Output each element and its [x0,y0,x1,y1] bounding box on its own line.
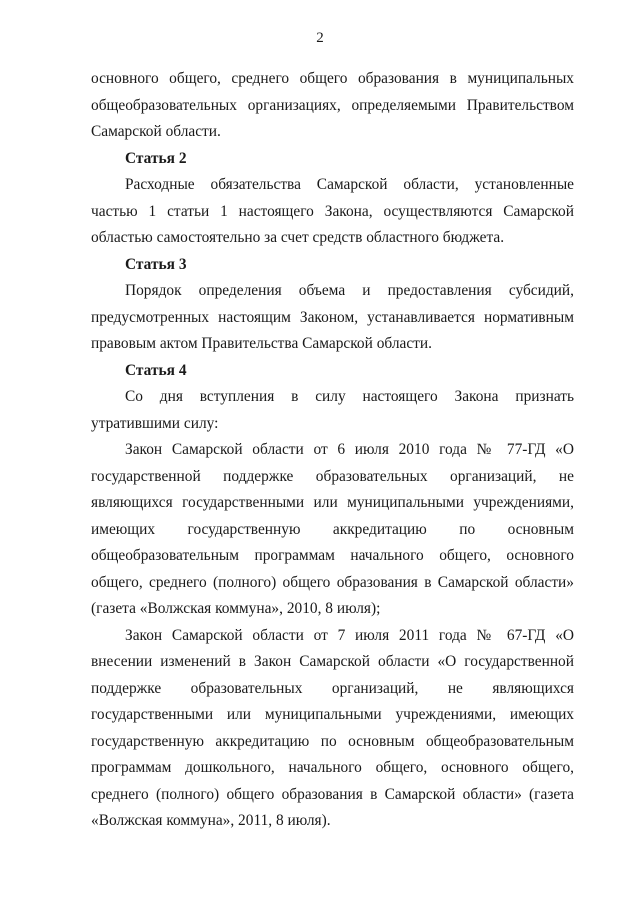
paragraph-repealed-law-2010: Закон Самарской области от 6 июля 2010 года № 77-ГД «О государственной поддержке образовательных организаций, не являющихся государственными или муниципальными учреждениями, имеющих государственную аккредитацию по основным общеобразовательным программам начального общего, основного общего, среднего (полного) общего образования в Самарской области» (газета «Волжская коммуна», 2010, 8 июля); [91,441,574,617]
paragraph-article-2: Расходные обязательства Самарской области, установленные частью 1 статьи 1 настоящего Закона, осуществляются Самарской областью самостоятельно за счет средств областного бюджета. [91,176,574,246]
paragraph-article-3: Порядок определения объема и предоставления субсидий, предусмотренных настоящим Законом, устанавливается нормативным правовым актом Правительства Самарской области. [91,282,574,352]
document-body [91,66,574,835]
article-3-heading: Статья 3 [125,255,187,273]
article-2-heading: Статья 2 [125,149,187,167]
paragraph-article-4-intro: Со дня вступления в силу настоящего Закона признать утратившими силу: [91,388,574,432]
paragraph-1: основного общего, среднего общего образования в муниципальных общеобразовательных организациях, определяемыми Правительством Самарской области. [91,70,574,140]
paragraph-repealed-law-2011: Закон Самарской области от 7 июля 2011 года № 67-ГД «О внесении изменений в Закон Самарской области «О государственной поддержке образовательных организаций, не являющихся государственными или муниципальными учреждениями, имеющих государственную аккредитацию по основным общеобразовательным программам дошкольного, начального общего, основного общего, среднего (полного) общего образования в Самарской области» (газета «Волжская коммуна», 2011, 8 июля). [91,626,574,829]
page-number: 2 [316,30,324,46]
article-4-heading: Статья 4 [125,361,187,379]
